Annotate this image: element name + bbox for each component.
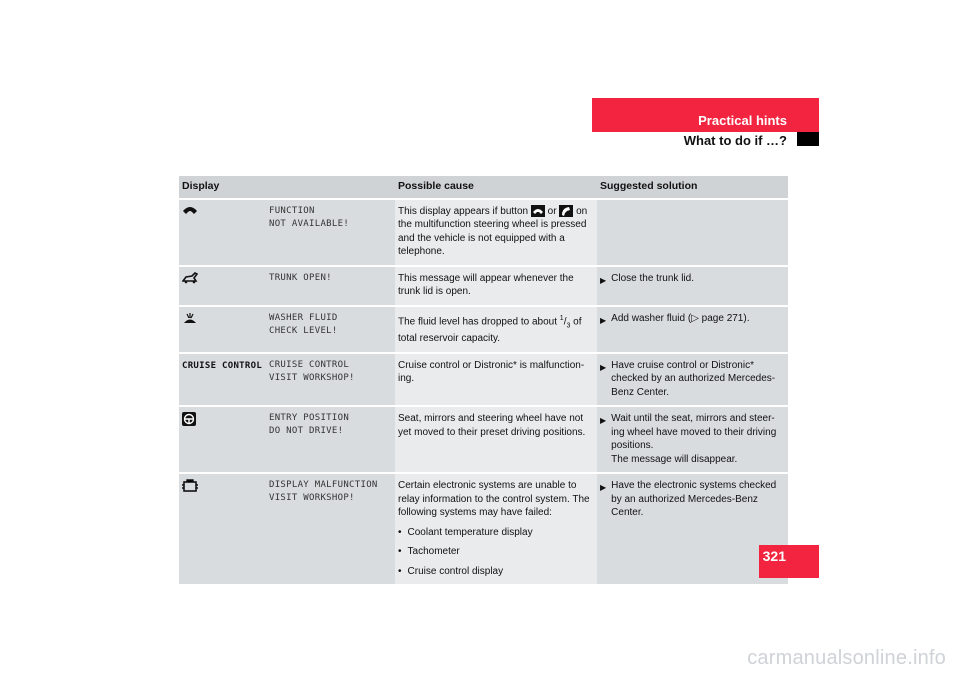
trunk-open-icon xyxy=(182,272,198,284)
steering-wheel-icon xyxy=(182,412,196,426)
display-message: DISPLAY MALFUNCTION VISIT WORKSHOP! xyxy=(269,480,378,504)
column-header-solution: Suggested solution xyxy=(597,176,788,199)
table-row xyxy=(179,353,788,407)
step-arrow-icon: ▶ xyxy=(600,315,607,325)
solution-cell xyxy=(597,199,788,266)
column-header-display: Display xyxy=(179,176,395,199)
telephone-icon xyxy=(182,205,198,217)
cause-cell: Certain electronic systems are unable to relay information to the control system. The following systems may have failed: • Coolant temperature display • Tachometer • Cruise control display xyxy=(395,473,597,584)
messages-table xyxy=(179,176,788,584)
list-item: • Cruise control display xyxy=(398,565,504,577)
display-message: CRUISE CONTROL VISIT WORKSHOP! xyxy=(269,359,355,383)
step-arrow-icon: ▶ xyxy=(600,416,607,426)
cause-cell: Seat, mirrors and steering wheel have not yet moved to their preset driving positions. xyxy=(395,406,597,473)
solution-cell: ▶ Have cruise control or Distronic* checked by an authorized Mercedes-Benz Center. xyxy=(597,353,788,407)
display-cell xyxy=(179,199,395,266)
display-message: WASHER FLUID CHECK LEVEL! xyxy=(269,312,338,336)
step-arrow-icon: ▶ xyxy=(600,275,607,285)
step-arrow-icon: ▶ xyxy=(600,483,607,493)
solution-cell: ▶ Close the trunk lid. xyxy=(597,266,788,306)
cause-cell: This display appears if button or on the multifunction steering wheel is pressed and the vehicle is not equipped with a telephone. xyxy=(395,199,597,266)
display-message: FUNCTION NOT AVAILABLE! xyxy=(269,205,350,229)
washer-fluid-icon xyxy=(182,312,198,324)
display-message: ENTRY POSITION DO NOT DRIVE! xyxy=(269,413,350,437)
list-item: • Tachometer xyxy=(398,546,460,558)
table-row xyxy=(179,406,788,473)
cruise-control-label: CRUISE CONTROL xyxy=(182,360,263,371)
solution-cell: ▶ Wait until the seat, mirrors and steer-ing wheel have moved to their driving positions. The message will disappear. xyxy=(597,406,788,473)
step-arrow-icon: ▶ xyxy=(600,362,607,372)
display-malfunction-icon xyxy=(182,479,198,493)
solution-cell: ▶ Add washer fluid (▷ page 271). xyxy=(597,306,788,353)
header-marker xyxy=(797,132,819,146)
subsection-title: What to do if …? xyxy=(683,133,787,148)
display-cell xyxy=(179,266,395,306)
header-band xyxy=(592,98,819,132)
display-cell xyxy=(179,306,395,353)
solution-cell: ▶ Have the electronic systems checked by an authorized Mercedes-Benz Center. xyxy=(597,473,788,584)
page-number: 321 xyxy=(762,548,786,564)
telephone-end-icon xyxy=(531,205,545,217)
table-row xyxy=(179,473,788,584)
table-row xyxy=(179,199,788,266)
table-header-row xyxy=(179,176,788,199)
watermark: carmanualsonline.info xyxy=(747,647,946,669)
cause-cell: The fluid level has dropped to about $^1/_3$ of total reservoir capacity. xyxy=(395,306,597,353)
telephone-send-icon xyxy=(559,205,573,217)
column-header-cause: Possible cause xyxy=(395,176,597,199)
list-item: • Coolant temperature display xyxy=(398,526,533,538)
cause-cell: This message will appear whenever the trunk lid is open. xyxy=(395,266,597,306)
page-number-box xyxy=(759,545,819,578)
display-message: TRUNK OPEN! xyxy=(269,272,332,283)
section-title: Practical hints xyxy=(698,113,787,128)
cause-cell: Cruise control or Distronic* is malfunction-ing. xyxy=(395,353,597,407)
display-cell xyxy=(179,473,395,584)
table-row xyxy=(179,266,788,306)
display-cell xyxy=(179,353,395,407)
display-cell xyxy=(179,406,395,473)
table-row xyxy=(179,306,788,353)
